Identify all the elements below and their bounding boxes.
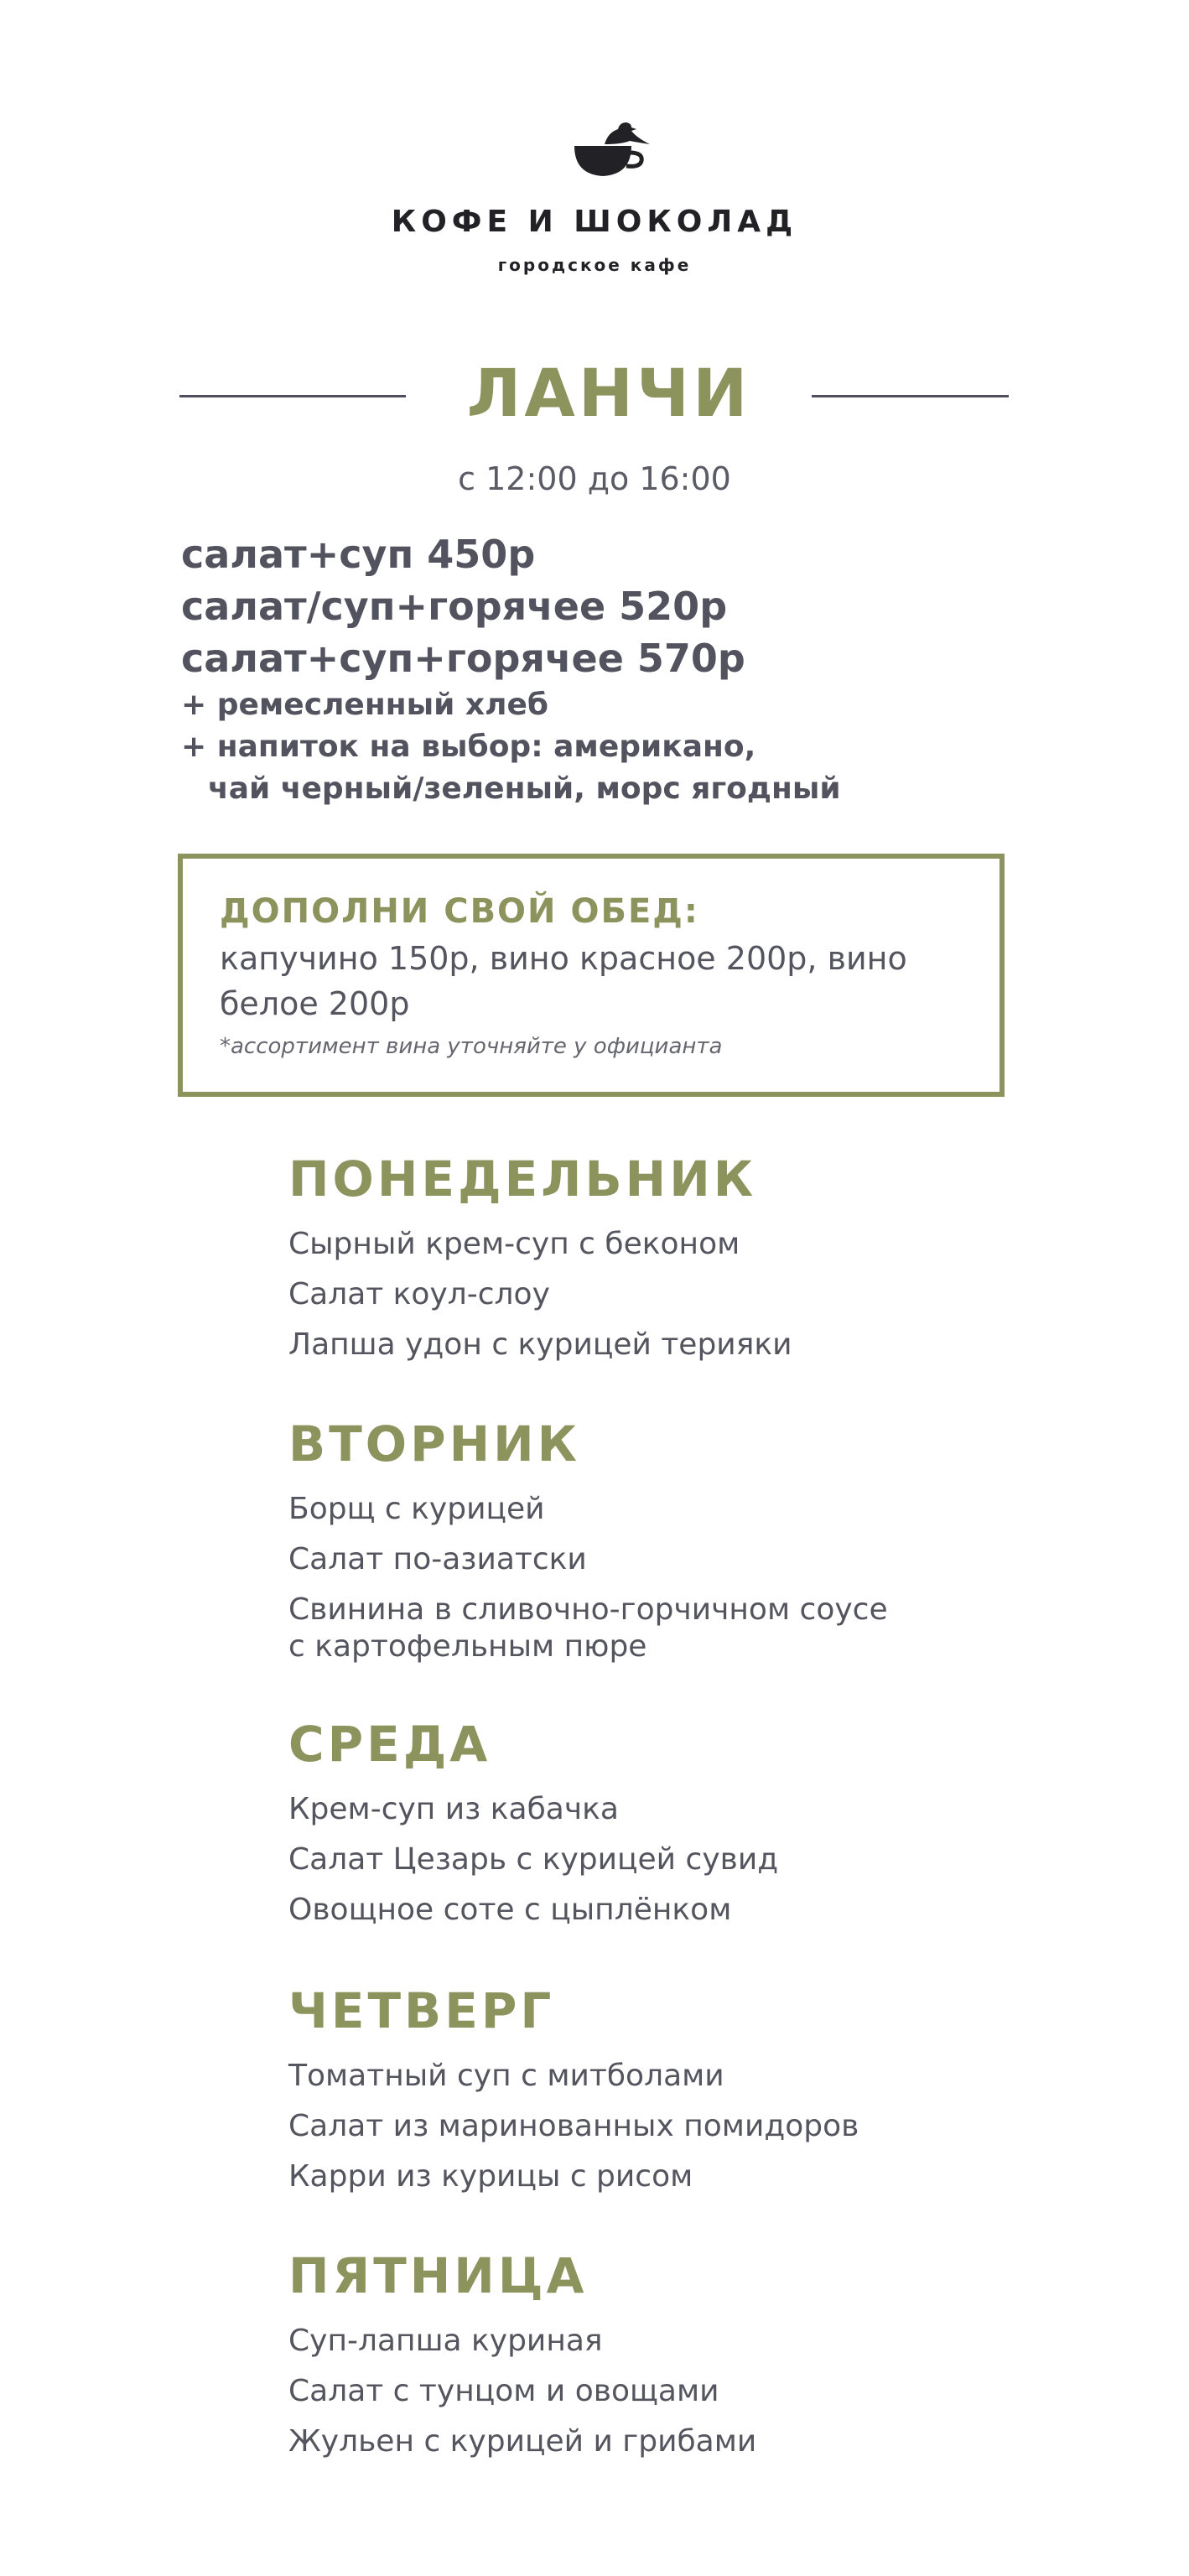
day-title: ВТОРНИК [288,1415,581,1472]
dish-item: Салат из маринованных помидоров [288,2109,859,2143]
day-wednesday [288,1711,1127,1929]
dish-item: Салат коул-слоу [288,1277,550,1311]
dish-item: Суп-лапша куриная [288,2324,603,2358]
addon-note: *ассортимент вина уточняйте у официанта [220,1034,723,1059]
day-title: ЧЕТВЕРГ [288,1982,555,2039]
price-line: салат+суп+горячее 570р [181,636,745,681]
addon-box [178,854,1005,1097]
dish-item: Салат Цезарь с курицей сувид [288,1842,779,1877]
dish-item: Салат с тунцом и овощами [288,2374,719,2408]
extra-line: чай черный/зеленый, морс ягодный [208,771,841,806]
extra-line: + ремесленный хлеб [181,688,549,722]
price-line: салат/суп+горячее 520р [181,584,728,629]
day-title: ПЯТНИЦА [288,2247,588,2304]
brand-name: КОФЕ И ШОКОЛАД [391,205,798,239]
brand-subtitle: городское кафе [497,255,692,275]
dish-item: Сырный крем-суп с беконом [288,1227,740,1261]
day-monday [288,1145,1127,1363]
dish-item: Жульен с курицей и грибами [288,2424,757,2459]
addon-text: капучино 150р, вино красное 200р, вино белое 200р [220,940,907,1022]
day-tuesday [288,1410,1127,1665]
title-divider-left [179,395,406,397]
dish-item: Крем-суп из кабачка [288,1792,619,1826]
dish-item: Овощное соте с цыплёнком [288,1893,732,1927]
dish-item: Свинина в сливочно-горчичном соусе с картофельным пюре [288,1592,888,1664]
price-list [181,528,1103,810]
title-divider-right [812,395,1009,397]
lunch-hours: с 12:00 до 16:00 [458,460,731,497]
day-title: ПОНЕДЕЛЬНИК [288,1150,757,1208]
day-title: СРЕДА [288,1716,491,1773]
dish-item: Томатный суп с митболами [288,2059,724,2093]
day-thursday [288,1977,1127,2195]
section-title: ЛАНЧИ [466,356,751,432]
addon-title: ДОПОЛНИ СВОЙ ОБЕД: [220,892,699,931]
dish-item: Лапша удон с курицей терияки [288,1327,792,1362]
dish-item: Салат по-азиатски [288,1542,587,1576]
cup-with-bird-icon [566,116,658,183]
dish-item: Борщ с курицей [288,1492,545,1526]
dish-item: Карри из курицы с рисом [288,2159,693,2194]
price-line: салат+суп 450р [181,532,536,577]
extra-line: + напиток на выбор: американо, [181,730,756,764]
day-friday [288,2242,1127,2460]
